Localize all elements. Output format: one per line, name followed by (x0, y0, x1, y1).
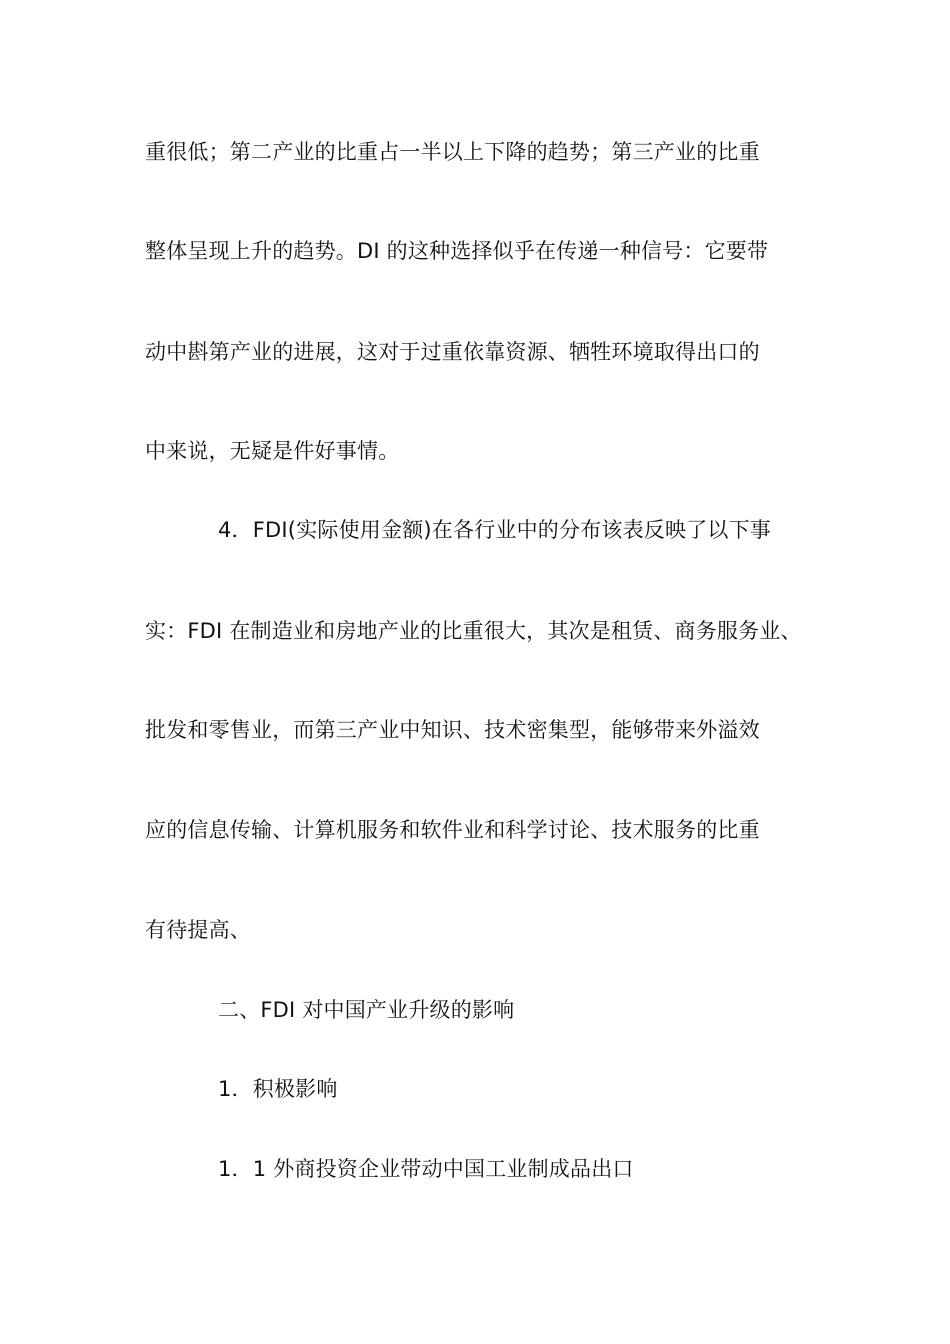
paragraph-line-9: 有待提高、 (145, 918, 251, 942)
paragraph-line-4: 中来说，无疑是件好事情。 (145, 439, 400, 463)
section-4-line: 4．FDI(实际使用金额)在各行业中的分布该表反映了以下事 (218, 518, 771, 542)
subheading-1: 1．积极影响 (218, 1077, 338, 1101)
paragraph-line-3: 动中斟第产业的进展，这对于过重依靠资源、牺牲环境取得出口的 (145, 340, 760, 364)
paragraph-line-2: 整体呈现上升的趋势。DI 的这种选择似乎在传递一种信号：它要带 (145, 239, 769, 263)
paragraph-line-6: 实：FDI 在制造业和房地产业的比重很大，其次是租赁、商务服务业、 (145, 619, 802, 643)
paragraph-line-8: 应的信息传输、计算机服务和软件业和科学讨论、技术服务的比重 (145, 818, 760, 842)
paragraph-line-1: 重很低；第二产业的比重占一半以上下降的趋势；第三产业的比重 (145, 140, 760, 164)
subheading-1-1: 1．1 外商投资企业带动中国工业制成品出口 (218, 1157, 634, 1181)
section-heading: 二、FDI 对中国产业升级的影响 (218, 998, 515, 1022)
paragraph-line-7: 批发和零售业，而第三产业中知识、技术密集型，能够带来外溢效 (145, 718, 760, 742)
